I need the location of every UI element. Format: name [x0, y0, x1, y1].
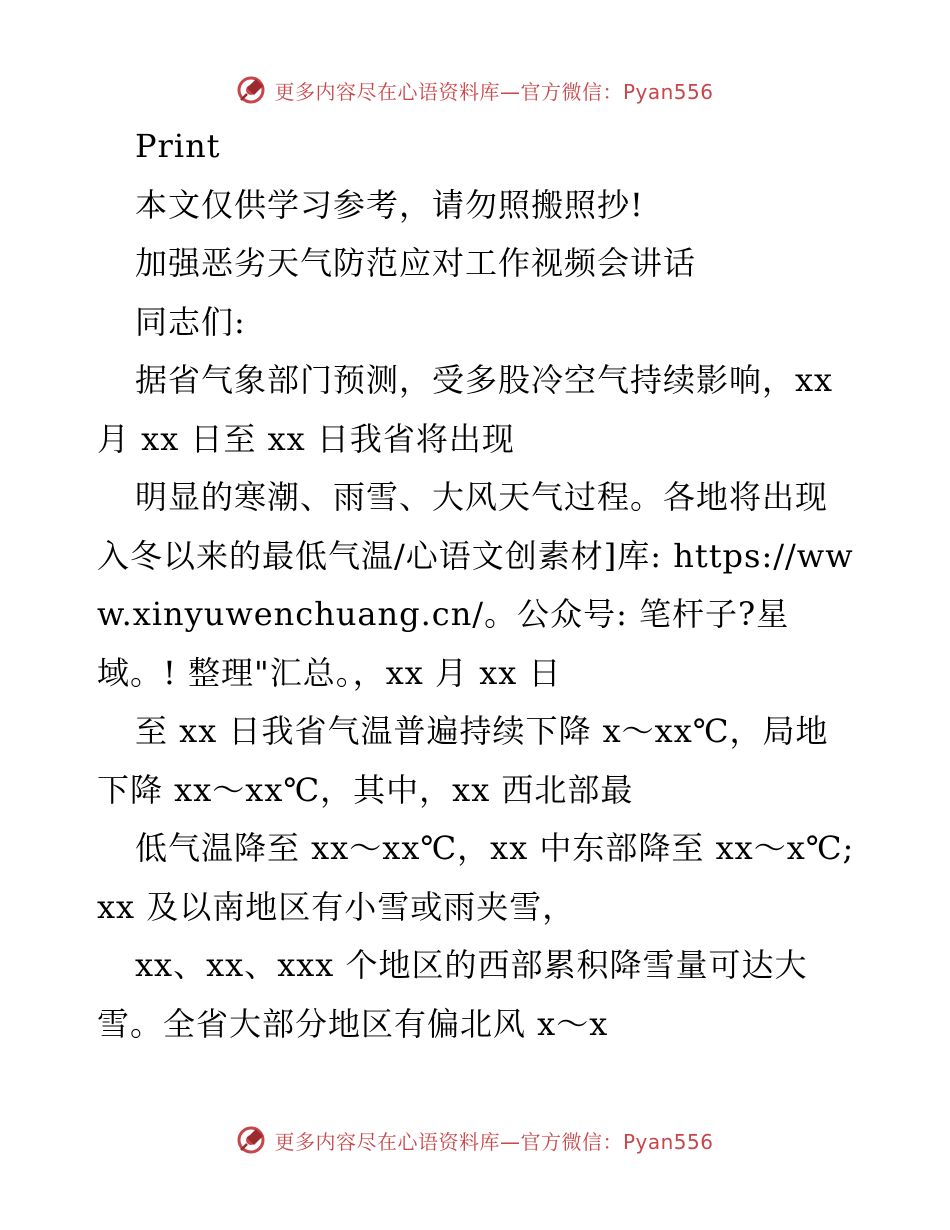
header-watermark — [0, 70, 950, 110]
document-line: Print — [135, 127, 221, 165]
document-line: 本文仅供学习参考，请勿照搬照抄! — [135, 185, 644, 224]
pen-circle-logo-icon — [236, 75, 266, 105]
header-watermark-text: 更多内容尽在心语资料库—官方微信：Pyan556 — [274, 79, 714, 104]
footer-watermark — [0, 1120, 950, 1160]
document-paragraph: xx、xx、xxx 个地区的西部累积降雪量可达大雪。全省大部分地区有偏北风 x～x — [97, 946, 808, 1043]
document-paragraph: 明显的寒潮、雨雪、大风天气过程。各地将出现入冬以来的最低气温/心语文创素材]库: https://www.xinyuwenchuang.cn/。公众号: 笔杆子?星域。! 整理"汇总。，xx 月 xx 日 — [97, 478, 854, 692]
pen-circle-logo-icon — [236, 1125, 266, 1155]
document-paragraph: 据省气象部门预测，受多股冷空气持续影响，xx 月 xx 日至 xx 日我省将出现 — [97, 361, 834, 458]
document-salutation: 同志们: — [135, 302, 246, 341]
document-body — [97, 117, 857, 1053]
document-paragraph: 低气温降至 xx～xx℃，xx 中东部降至 xx～x℃; xx 及以南地区有小雪或雨夹雪， — [97, 829, 855, 926]
document-paragraph: 至 xx 日我省气温普遍持续下降 x～xx℃，局地下降 xx～xx℃，其中，xx 西北部最 — [97, 712, 829, 809]
document-title: 加强恶劣天气防范应对工作视频会讲话 — [135, 244, 697, 282]
footer-watermark-text: 更多内容尽在心语资料库—官方微信：Pyan556 — [274, 1129, 714, 1154]
